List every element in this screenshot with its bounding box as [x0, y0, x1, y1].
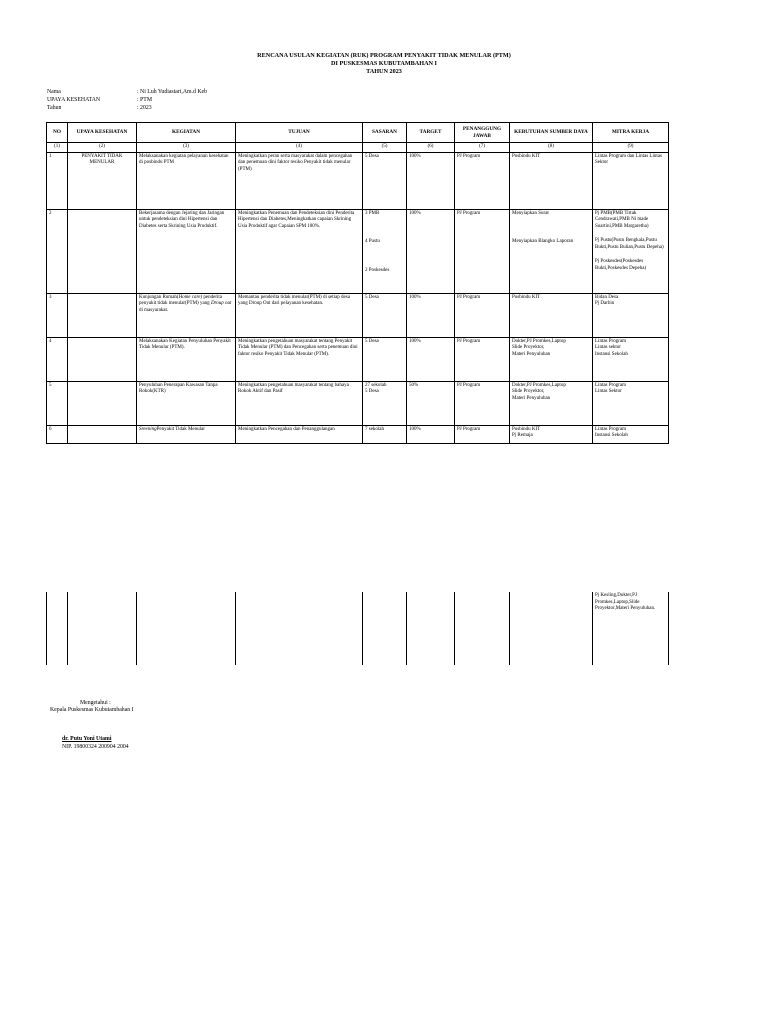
col-kegiatan: KEGIATAN — [137, 123, 236, 143]
meta-name: Nama : Ni Luh Yudiastari,Am.d Keb — [47, 89, 207, 95]
signer-name: dr. Putu Yoni Utami — [62, 736, 112, 742]
signer-nip: NIP. 19800324 200904 2004 — [62, 744, 129, 750]
col-pj: PENANGGUNG JAWAB — [455, 123, 510, 143]
table-row: Pj Kesling,Dokter,PJ Promkes,Laptop,Slide Proyektor,Materi Penyuluhan. — [47, 592, 669, 665]
column-number-row: (1) (2) (3) (4) (5) (6) (7) (8) (9) — [47, 143, 669, 153]
col-upaya: UPAYA KESEHATAN — [68, 123, 137, 143]
table-row: 4 Melaksanakan Kegiatan Penyuluhan Penyakit Tidak Menular (PTM). Meningkatkan pengetahuan masyarakat tentang Penyakit Tidak Menular (PTM) dan Pencegahan serta penemuan dini faktor resiko Penyakit Tidak Menular (PTM). 5 Desa 100% PJ Program Dokter,PJ Promkes,Laptop Slide Proyektor, Materi Penyuluhan Lintas Program Lintas sektor Instansi Sekolah — [47, 337, 669, 381]
col-no: NO — [47, 123, 68, 143]
col-sumber: KEBUTUHAN SUMBER DAYA — [510, 123, 593, 143]
col-sasaran: SASARAN — [363, 123, 407, 143]
col-tujuan: TUJUAN — [236, 123, 363, 143]
table-row: 5 Penyuluhan Penerapan Kawasan Tanpa Rokok(KTR) Meningkatkan pengetahuan masyarakat tentang bahaya Rokok Aktif dan Pasif 27 sekolah 5 Desa 50% PJ Program Dokter,PJ Promkes,Laptop Slide Proyektor, Materi Penyuluhan Lintas Program Lintas Sektor — [47, 381, 669, 425]
meta-upaya: UPAYA KESEHATAN : PTM — [47, 97, 152, 103]
table-row: 6 SreeningPenyakit Tidak Menular Meningkatkan Pencegahan dan Penanggulangan 7 sekolah 100% PJ Program Posbindu KIT Pj Remaja Lintas Program Instansi Sekolah — [47, 425, 669, 443]
ruk-table-continuation — [46, 592, 669, 665]
table-row: 3 Kunjungan Rumah(Home care) penderita penyakit tidak menular(PTM) yang Droup out di masyarakat. Memantau penderita tidak menular(PTM) di setiap desa yang Droup Out dari pelayanan kesehatan. 5 Desa 100% PJ Program Posbindu KIT Bidan Desa Pj Darbin — [47, 293, 669, 337]
col-target: TARGET — [407, 123, 455, 143]
document-year: TAHUN 2023 — [366, 68, 402, 75]
upaya-cell: PENYAKIT TIDAK MENULAR — [68, 152, 137, 209]
table-header — [47, 123, 669, 143]
document-title: RENCANA USULAN KEGIATAN (RUK) PROGRAM PENYAKIT TIDAK MENULAR (PTM) — [257, 52, 511, 59]
table-row: 2 Bekerjasama dengan Jejaring dan Jaringan untuk pendeteksian dini Hipertensi dan Diabetes serta Skrining Usia Produktif. Meningkatkan Penemuan dan Pendeteksian dini Penderita Hipertensi dan Diabetes,Meningkatkan capaian Skrining Usia Produktif agar Capaian SPM 100%. 3 PMB 4 Pustu 2 Poskesdes 100% PJ Program Menyiapkan Surat Menyiapkan Blangko Laporan Pj PMB(PMB Tirtak Cendrawati,PMB Ni made Suartini,PMB Margaretha) Pj Pustu(Pustu Bengkala,Pustu Bukti,Pustu Bulian,Pustu Depeha) Pj Poskesdes(Poskesdes Bukti,Poskesdes Depeha) — [47, 209, 669, 293]
meta-tahun: Tahun : 2023 — [47, 105, 152, 111]
table-row: 1 PENYAKIT TIDAK MENULAR Melaksanakan kegiatan pelayanan kesehatan di posbindu PTM Meningkatkan peran serta masyarakat dalam pencegahan dan penemuan dini faktor resiko Penyakit tidak menular (PTM) 5 Desa 100% PJ Program Posbindu KIT Lintas Program dan Lintas Lintas Sektor — [47, 152, 669, 209]
document-subtitle: DI PUSKESMAS KUBUTAMBAHAN I — [331, 60, 437, 67]
meta-block — [47, 88, 207, 112]
sign-known: Mengetahui : — [80, 700, 111, 706]
ruk-table — [46, 122, 669, 444]
col-mitra: MITRA KERJA — [593, 123, 669, 143]
sign-position: Kepala Puskesmas Kubutambahan I — [50, 707, 134, 713]
